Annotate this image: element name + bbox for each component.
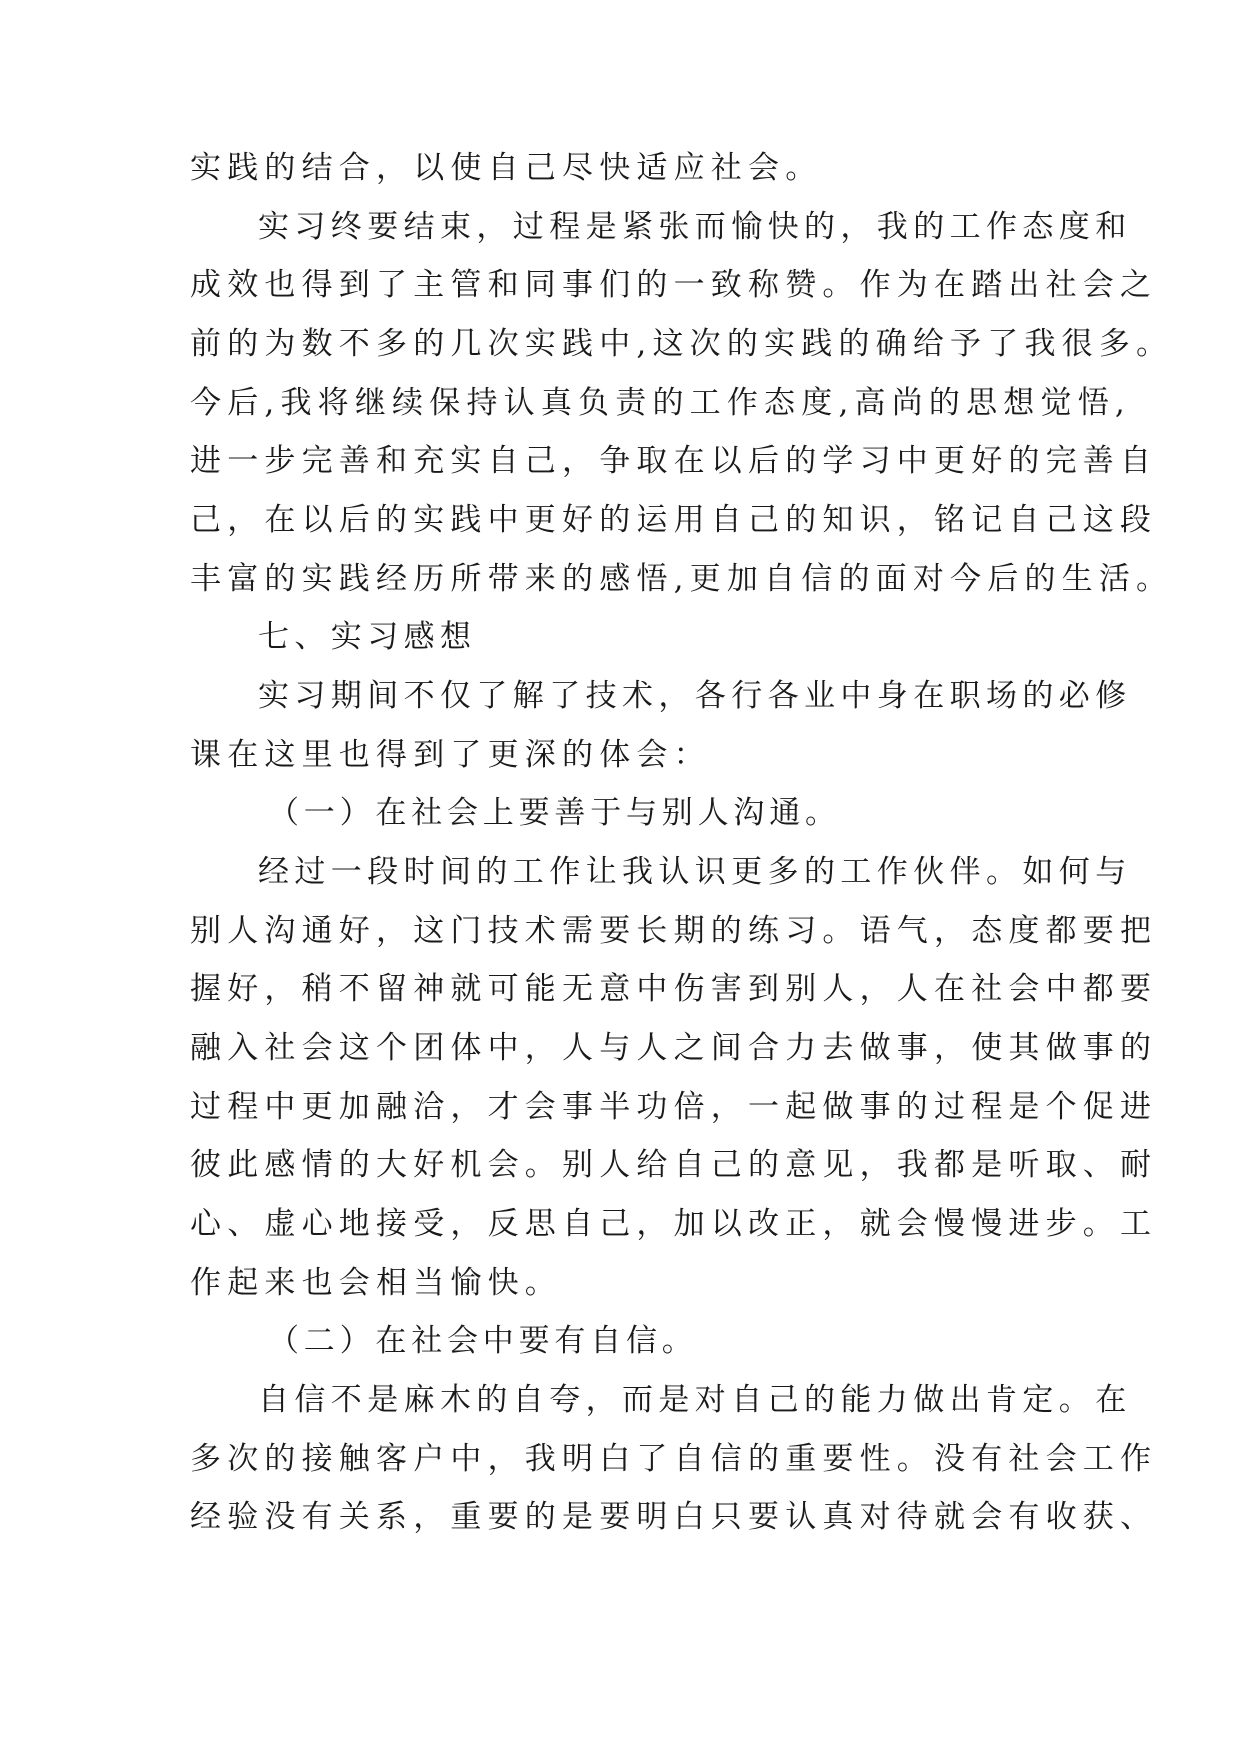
text-line: 己，在以后的实践中更好的运用自己的知识，铭记自己这段: [190, 502, 1158, 538]
text-line: 心、虚心地接受，反思自己，加以改正，就会慢慢进步。工: [190, 1206, 1158, 1242]
text-line: 过程中更加融洽，才会事半功倍，一起做事的过程是个促进: [190, 1089, 1158, 1125]
text-line: 今后,我将继续保持认真负责的工作态度,高尚的思想觉悟,: [190, 385, 1131, 421]
text-line: 实习终要结束，过程是紧张而愉快的，我的工作态度和: [258, 209, 1132, 245]
text-line: 实践的结合，以使自己尽快适应社会。: [190, 150, 823, 186]
text-line: 作起来也会相当愉快。: [190, 1265, 562, 1301]
text-line: 进一步完善和充实自己，争取在以后的学习中更好的完善自: [190, 443, 1158, 479]
text-line: 握好，稍不留神就可能无意中伤害到别人，人在社会中都要: [190, 971, 1158, 1007]
text-line: 实习期间不仅了解了技术，各行各业中身在职场的必修: [258, 678, 1132, 714]
section-heading: 七、实习感想: [258, 619, 477, 655]
text-line: 前的为数不多的几次实践中,这次的实践的确给予了我很多。: [190, 326, 1174, 362]
subsection-heading: （二）在社会中要有自信。: [268, 1323, 698, 1359]
text-line: 自信不是麻木的自夸，而是对自己的能力做出肯定。在: [258, 1382, 1132, 1418]
text-line: 丰富的实践经历所带来的感悟,更加自信的面对今后的生活。: [190, 561, 1174, 597]
text-line: 多次的接触客户中，我明白了自信的重要性。没有社会工作: [190, 1441, 1158, 1477]
text-line: 融入社会这个团体中，人与人之间合力去做事，使其做事的: [190, 1030, 1158, 1066]
text-line: 课在这里也得到了更深的体会：: [190, 737, 711, 773]
text-line: 成效也得到了主管和同事们的一致称赞。作为在踏出社会之: [190, 267, 1158, 303]
text-line: 经验没有关系，重要的是要明白只要认真对待就会有收获、: [190, 1499, 1158, 1535]
subsection-heading: （一）在社会上要善于与别人沟通。: [268, 795, 841, 831]
text-line: 经过一段时间的工作让我认识更多的工作伙伴。如何与: [258, 854, 1132, 890]
text-line: 别人沟通好，这门技术需要长期的练习。语气，态度都要把: [190, 913, 1158, 949]
text-line: 彼此感情的大好机会。别人给自己的意见，我都是听取、耐: [190, 1147, 1158, 1183]
